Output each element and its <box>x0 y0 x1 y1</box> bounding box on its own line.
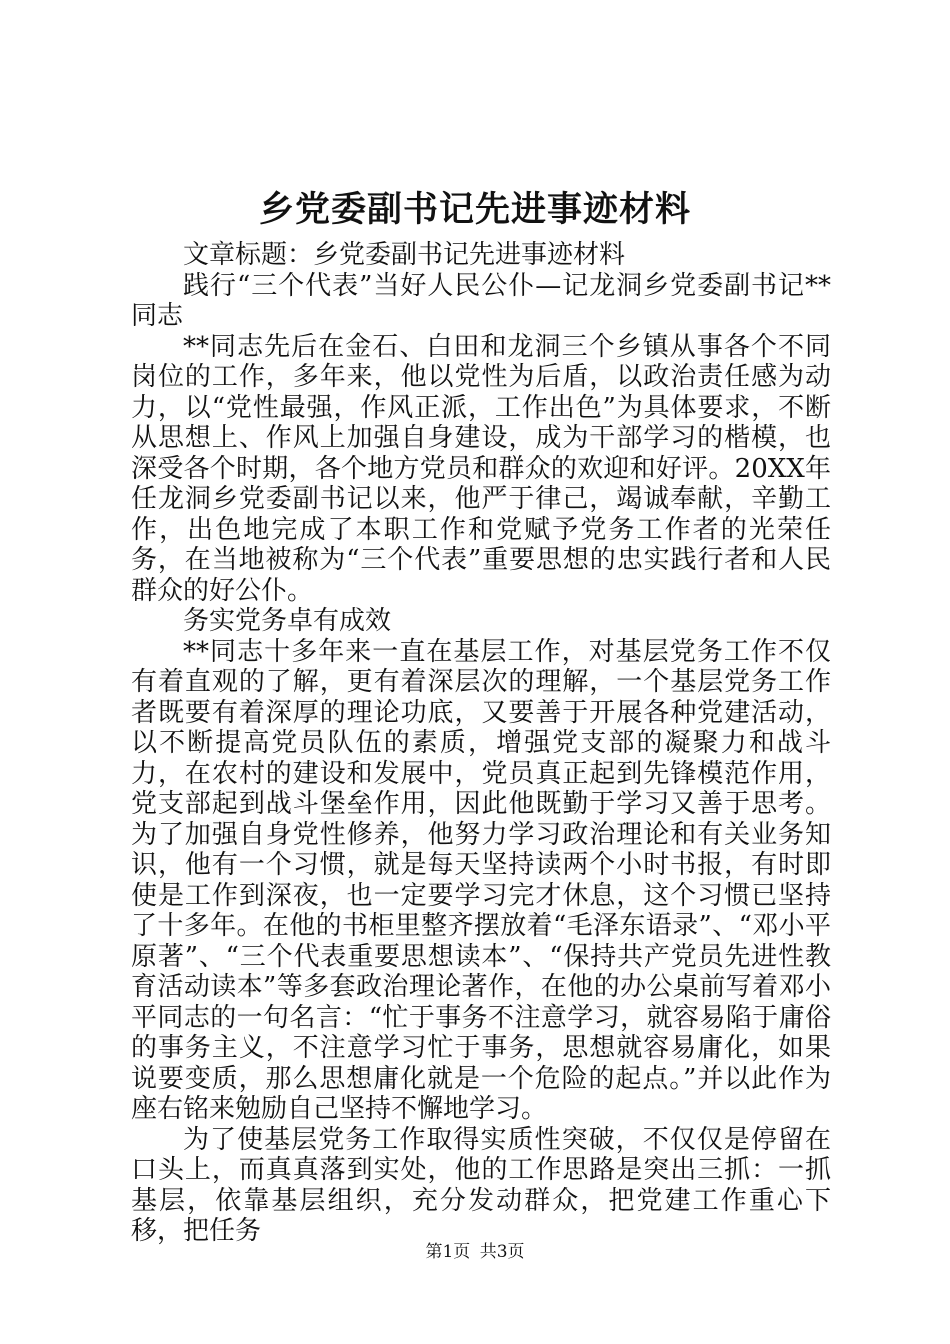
body-paragraph: 为了使基层党务工作取得实质性突破，不仅仅是停留在口头上，而真真落到实处，他的工作思路是突出三抓：一抓基层，依靠基层组织，充分发动群众，把党建工作重心下移，把任务 <box>131 1124 831 1246</box>
body-paragraph: **同志先后在金石、白田和龙洞三个乡镇从事各个不同岗位的工作，多年来，他以党性为后盾，以政治责任感为动力，以“党性最强，作风正派，工作出色”为具体要求，不断从思想上、作风上加强自身建设，成为干部学习的楷模，也深受各个时期，各个地方党员和群众的欢迎和好评。20XX年任龙洞乡党委副书记以来，他严于律己，竭诚奉献，辛勤工作，出色地完成了本职工作和党赋予党务工作者的光荣任务，在当地被称为“三个代表”重要思想的忠实践行者和人民群众的好公仆。 <box>131 331 831 606</box>
document-title: 乡党委副书记先进事迹材料 <box>258 189 691 230</box>
body-paragraph: **同志十多年来一直在基层工作，对基层党务工作不仅有着直观的了解，更有着深层次的理解，一个基层党务工作者既要有着深厚的理论功底，又要善于开展各种党建活动，以不断提高党员队伍的素质，增强党支部的凝聚力和战斗力，在农村的建设和发展中，党员真正起到先锋模范作用，党支部起到战斗堡垒作用，因此他既勤于学习又善于思考。为了加强自身党性修养，他努力学习政治理论和有关业务知识，他有一个习惯，就是每天坚持读两个小时书报，有时即使是工作到深夜，也一定要学习完才休息，这个习惯已坚持了十多年。在他的书柜里整齐摆放着“毛泽东语录”、“邓小平原著”、“三个代表重要思想读本”、“保持共产党员先进性教育活动读本”等多套政治理论著作，在他的办公桌前写着邓小平同志的一句名言：“忙于事务不注意学习，就容易陷于庸俗的事务主义，不注意学习忙于事务，思想就容易庸化，如果说要变质，那么思想庸化就是一个危险的起点。”并以此作为座右铭来勉励自己坚持不懈地学习。 <box>131 636 831 1124</box>
subtitle-line: 践行“三个代表”当好人民公仆—记龙洞乡党委副书记**同志 <box>131 270 831 331</box>
document-body <box>131 240 831 1247</box>
page-number: 第1页 <box>425 1242 471 1262</box>
section-heading: 务实党务卓有成效 <box>183 606 392 636</box>
page-total: 共3页 <box>479 1242 525 1262</box>
article-title-line: 文章标题：乡党委副书记先进事迹材料 <box>183 240 626 270</box>
page-footer <box>0 1240 950 1264</box>
